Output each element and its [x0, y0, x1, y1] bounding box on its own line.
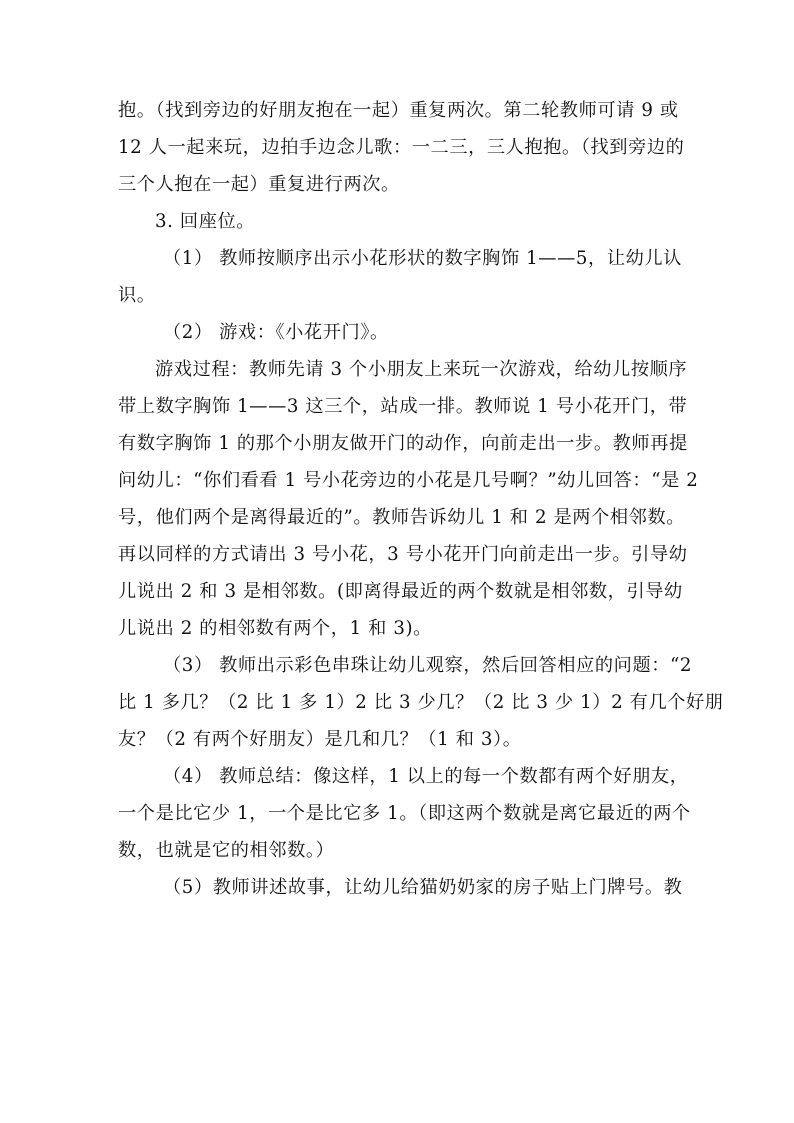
paragraph-line: 友？（2 有两个好朋友）是几和几？（1 和 3）。	[118, 729, 522, 750]
paragraph-line: 游戏过程：教师先请 3 个小朋友上来玩一次游戏，给幼儿按顺序	[155, 359, 688, 380]
document-page	[118, 98, 724, 912]
list-item-2: （2） 游戏：《小花开门》。	[163, 322, 389, 343]
paragraph-line: 号，他们两个是离得最近的”。教师告诉幼儿 1 和 2 是两个相邻数。	[118, 507, 686, 528]
paragraph-line: 有数字胸饰 1 的那个小朋友做开门的动作，向前走出一步。教师再提	[118, 433, 688, 454]
paragraph-line: 儿说出 2 和 3 是相邻数。(即离得最近的两个数就是相邻数，引导幼	[118, 581, 683, 602]
paragraph-line: 比 1 多几？（2 比 1 多 1）2 比 3 少几？（2 比 3 少 1）2 有几个好朋	[118, 692, 724, 713]
paragraph-line: 三个人抱在一起）重复进行两次。	[118, 174, 400, 195]
paragraph-line: 再以同样的方式请出 3 号小花，3 号小花开门向前走出一步。引导幼	[118, 544, 688, 565]
list-item-4: （4） 教师总结：像这样，1 以上的每一个数都有两个好朋友，	[163, 766, 689, 787]
list-item-3: （3） 教师出示彩色串珠让幼儿观察，然后回答相应的问题：“2	[163, 655, 693, 676]
list-item-1: （1） 教师按顺序出示小花形状的数字胸饰 1——5，让幼儿认	[163, 248, 682, 269]
paragraph-line: 数，也就是它的相邻数。）	[118, 840, 335, 861]
paragraph-line: 儿说出 2 的相邻数有两个，1 和 3)。	[118, 618, 432, 639]
paragraph-line: 带上数字胸饰 1——3 这三个，站成一排。教师说 1 号小花开门，带	[118, 396, 688, 417]
section-heading: 3. 回座位。	[155, 211, 256, 232]
paragraph-line: 问幼儿：“你们看看 1 号小花旁边的小花是几号啊？”幼儿回答：“是 2	[118, 470, 699, 491]
list-item-5: （5）教师讲述故事，让幼儿给猫奶奶家的房子贴上门牌号。教	[163, 877, 683, 898]
paragraph-line: 一个是比它少 1，一个是比它多 1。（即这两个数就是离它最近的两个	[118, 803, 691, 824]
paragraph-line: 抱。（找到旁边的好朋友抱在一起）重复两次。第二轮教师可请 9 或	[118, 100, 679, 121]
paragraph-line: 识。	[118, 285, 156, 306]
paragraph-line: 12 人一起来玩，边拍手边念儿歌：一二三，三人抱抱。（找到旁边的	[118, 137, 685, 158]
